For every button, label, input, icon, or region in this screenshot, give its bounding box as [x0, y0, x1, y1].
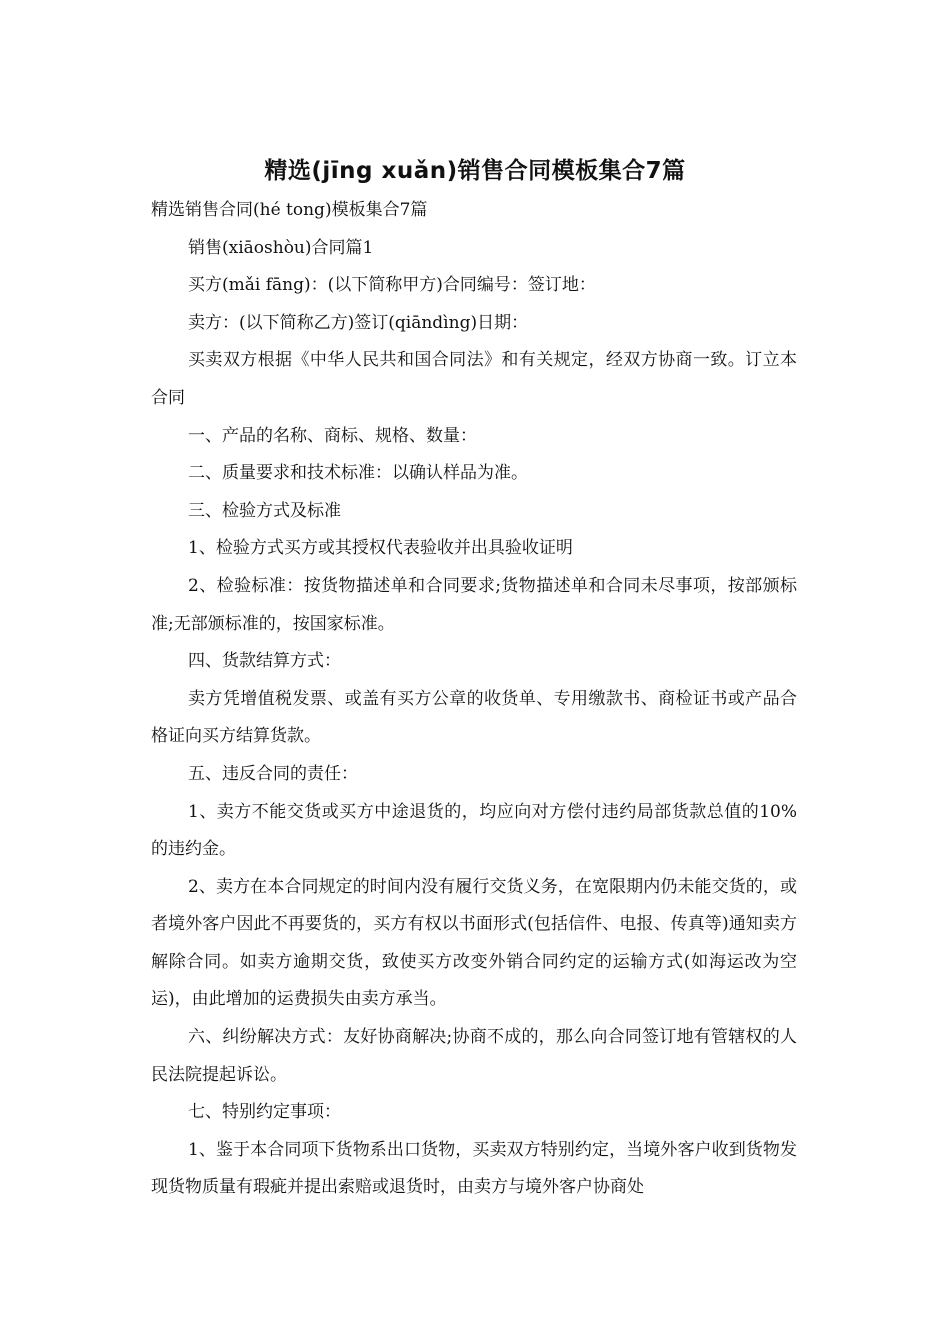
paragraph-clause-5: 五、违反合同的责任：	[188, 763, 358, 784]
paragraph-clause-5-1: 1、卖方不能交货或买方中途退货的，均应向对方偿付违约局部货款总值的10%的违约金。	[151, 801, 797, 860]
paragraph-clause-5-2: 2、卖方在本合同规定的时间内没有履行交货义务，在宽限期内仍未能交货的，或者境外客户因此不再要货的，买方有权以书面形式(包括信件、电报、传真等)通知卖方解除合同。如卖方逾期交货，致使买方改变外销合同约定的运输方式(如海运改为空运)，由此增加的运费损失由卖方承当。	[151, 876, 797, 1010]
paragraph-clause-3: 三、检验方式及标准	[188, 500, 341, 521]
paragraph-section-heading: 销售(xiāoshòu)合同篇1	[188, 237, 374, 258]
paragraph-clause-1: 一、产品的名称、商标、规格、数量：	[188, 425, 477, 446]
paragraph-clause-6: 六、纠纷解决方式：友好协商解决;协商不成的，那么向合同签订地有管辖权的人民法院提起诉讼。	[151, 1027, 797, 1085]
paragraph-seller: 卖方：(以下简称乙方)签订(qiāndìng)日期：	[188, 312, 529, 333]
paragraph-clause-7-1: 1、鉴于本合同项下货物系出口货物，买卖双方特别约定，当境外客户收到货物发现货物质量有瑕疵并提出索赔或退货时，由卖方与境外客户协商处	[151, 1139, 797, 1198]
document-body	[151, 192, 797, 1207]
paragraph-preamble: 买卖双方根据《中华人民共和国合同法》和有关规定，经双方协商一致。订立本合同	[151, 350, 797, 408]
paragraph-clause-2: 二、质量要求和技术标准：以确认样品为准。	[188, 463, 528, 484]
paragraph-subtitle: 精选销售合同(hé tong)模板集合7篇	[151, 200, 428, 220]
paragraph-clause-4-text: 卖方凭增值税发票、或盖有买方公章的收货单、专用缴款书、商检证书或产品合格证向买方结算货款。	[151, 688, 797, 747]
paragraph-clause-3-1: 1、检验方式买方或其授权代表验收并出具验收证明	[188, 538, 573, 559]
document-title: 精选(jīng xuǎn)销售合同模板集合7篇	[264, 158, 686, 184]
paragraph-clause-4: 四、货款结算方式：	[188, 651, 341, 672]
paragraph-clause-7: 七、特别约定事项：	[188, 1102, 341, 1123]
paragraph-clause-3-2: 2、检验标准：按货物描述单和合同要求;货物描述单和合同未尽事项，按部颁标准;无部颁标准的，按国家标准。	[151, 575, 797, 634]
paragraph-buyer: 买方(mǎi fāng)：(以下简称甲方)合同编号：签订地：	[188, 275, 596, 296]
